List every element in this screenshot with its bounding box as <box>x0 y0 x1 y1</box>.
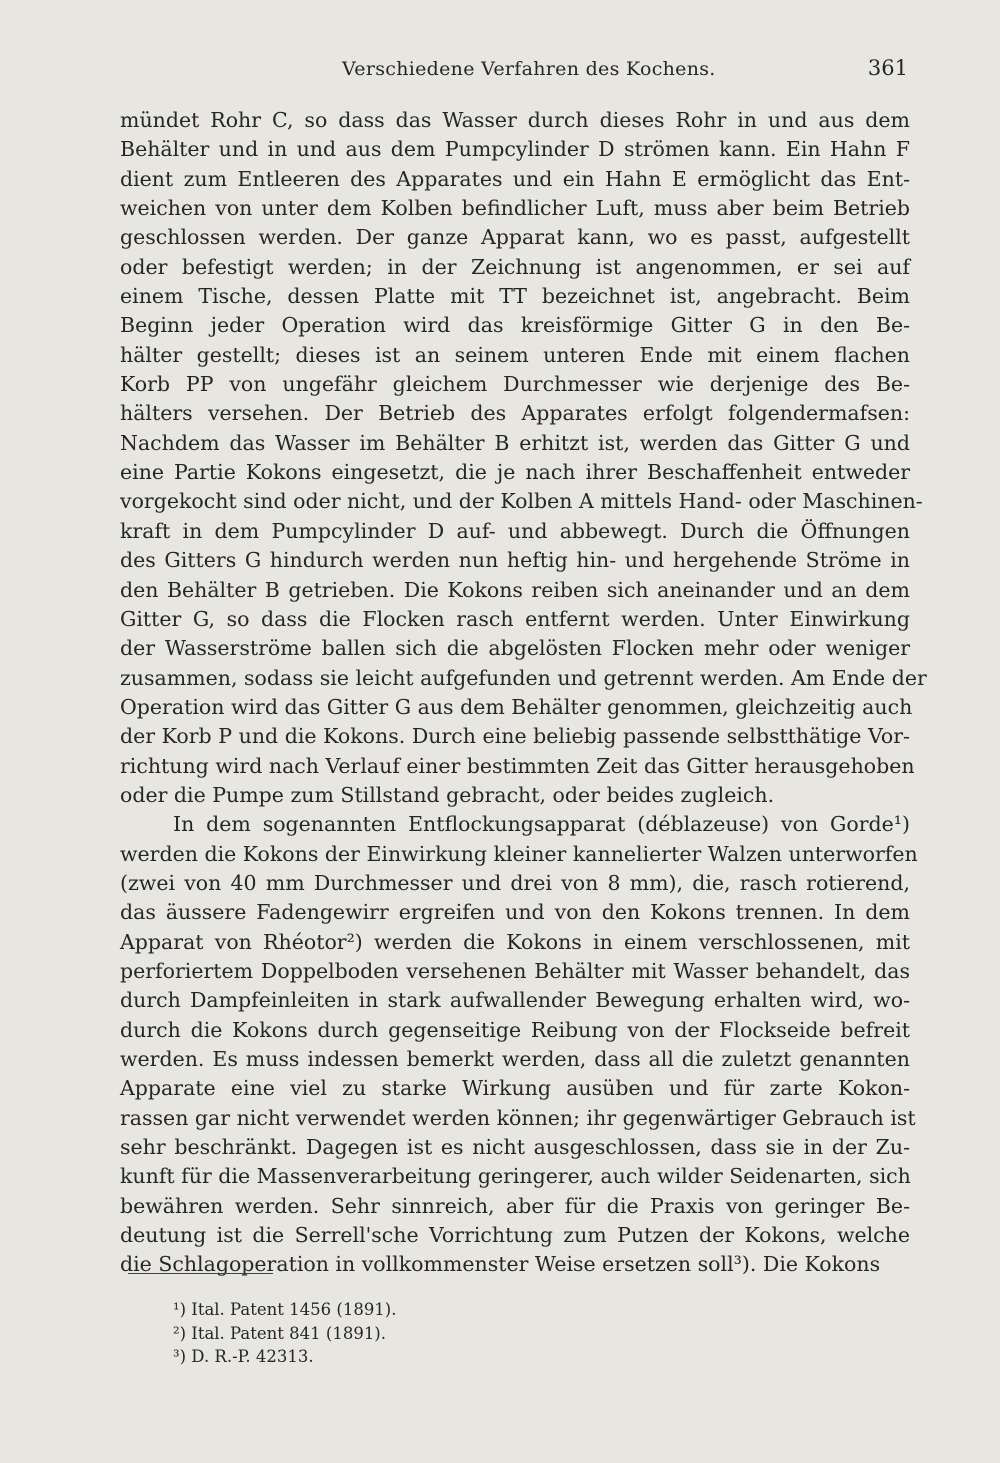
footnote: ¹) Ital. Patent 1456 (1891). <box>173 1300 397 1319</box>
page-number: 361 <box>867 56 908 80</box>
text-line: (zwei von 40 mm Durchmesser und drei von 8 mm), die, rasch rotierend, <box>120 870 910 895</box>
text-line: mündet Rohr C, so dass das Wasser durch dieses Rohr in und aus dem <box>120 108 910 132</box>
text-line: Operation wird das Gitter G aus dem Behälter genommen, gleichzeitig auch <box>120 694 913 719</box>
text-line: bewähren werden. Sehr sinnreich, aber für die Praxis von geringer Be- <box>120 1193 910 1218</box>
text-line: weichen von unter dem Kolben befindlicher Luft, muss aber beim Betrieb <box>120 196 910 221</box>
text-line: das äussere Fadengewirr ergreifen und von den Kokons trennen. In dem <box>120 900 910 925</box>
text-line: zusammen, sodass sie leicht aufgefunden und getrennt werden. Am Ende der <box>120 665 927 690</box>
text-line: Apparate eine viel zu starke Wirkung ausüben und für zarte Kokon- <box>120 1076 910 1101</box>
text-line: hälter gestellt; dieses ist an seinem unteren Ende mit einem flachen <box>120 342 910 367</box>
text-line: Apparat von Rhéotor²) werden die Kokons in einem verschlossenen, mit <box>120 929 910 954</box>
text-line: einem Tische, dessen Platte mit TT bezeichnet ist, angebracht. Beim <box>120 284 910 309</box>
footnote-separator <box>128 1273 273 1274</box>
text-line: kraft in dem Pumpcylinder D auf- und abbewegt. Durch die Öffnungen <box>120 518 910 543</box>
running-title: Verschiedene Verfahren des Kochens. <box>342 58 716 80</box>
text-line: richtung wird nach Verlauf einer bestimmten Zeit das Gitter herausgehoben <box>120 753 915 778</box>
text-line: dient zum Entleeren des Apparates und ein Hahn E ermöglicht das Ent- <box>120 166 910 191</box>
text-line: die Schlagoperation in vollkommenster Weise ersetzen soll³). Die Kokons <box>120 1252 881 1277</box>
text-line: Korb PP von ungefähr gleichem Durchmesser wie derjenige des Be- <box>120 372 910 397</box>
text-line: des Gitters G hindurch werden nun heftig hin- und hergehende Ströme in <box>120 548 910 573</box>
text-line: kunft für die Massenverarbeitung geringerer, auch wilder Seidenarten, sich <box>120 1164 911 1189</box>
text-line: werden. Es muss indessen bemerkt werden, dass all die zuletzt genannten <box>120 1047 910 1071</box>
text-line: oder die Pumpe zum Stillstand gebracht, oder beides zugleich. <box>120 782 775 807</box>
page-header <box>120 58 908 88</box>
text-line: Gitter G, so dass die Flocken rasch entfernt werden. Unter Einwirkung <box>120 606 910 631</box>
text-line: der Korb P und die Kokons. Durch eine beliebig passende selbstthätige Vor- <box>120 724 910 749</box>
text-line: sehr beschränkt. Dagegen ist es nicht ausgeschlossen, dass sie in der Zu- <box>120 1135 910 1160</box>
footnote: ²) Ital. Patent 841 (1891). <box>173 1323 386 1343</box>
text-line: perforiertem Doppelboden versehenen Behälter mit Wasser behandelt, das <box>120 958 910 983</box>
text-line: deutung ist die Serrell'sche Vorrichtung zum Putzen der Kokons, welche <box>120 1223 910 1248</box>
text-line: Beginn jeder Operation wird das kreisförmige Gitter G in den Be- <box>120 313 910 338</box>
text-line: In dem sogenannten Entflockungsapparat (déblazeuse) von Gorde¹) <box>173 812 910 837</box>
text-line: der Wasserströme ballen sich die abgelösten Flocken mehr oder weniger <box>120 636 910 661</box>
text-line: durch Dampfeinleiten in stark aufwallender Bewegung erhalten wird, wo- <box>120 988 910 1013</box>
text-line: durch die Kokons durch gegenseitige Reibung von der Flockseide befreit <box>120 1017 910 1042</box>
footnote: ³) D. R.-P. 42313. <box>173 1347 314 1366</box>
text-line: hälters versehen. Der Betrieb des Apparates erfolgt folgendermafsen: <box>120 401 910 426</box>
body-text <box>120 106 927 1280</box>
text-line: eine Partie Kokons eingesetzt, die je nach ihrer Beschaffenheit entweder <box>120 460 910 485</box>
text-line: werden die Kokons der Einwirkung kleiner kannelierter Walzen unterworfen <box>120 841 918 866</box>
footnotes <box>173 1298 397 1369</box>
text-line: geschlossen werden. Der ganze Apparat kann, wo es passt, aufgestellt <box>120 225 910 250</box>
text-line: vorgekocht sind oder nicht, und der Kolben A mittels Hand- oder Maschinen- <box>120 489 923 514</box>
text-line: Behälter und in und aus dem Pumpcylinder D strömen kann. Ein Hahn F <box>120 137 910 162</box>
text-line: den Behälter B getrieben. Die Kokons reiben sich aneinander und an dem <box>120 577 910 602</box>
text-line: oder befestigt werden; in der Zeichnung ist angenommen, er sei auf <box>120 254 910 279</box>
text-line: rassen gar nicht verwendet werden können; ihr gegenwärtiger Gebrauch ist <box>120 1105 916 1130</box>
text-line: Nachdem das Wasser im Behälter B erhitzt ist, werden das Gitter G und <box>120 430 910 455</box>
